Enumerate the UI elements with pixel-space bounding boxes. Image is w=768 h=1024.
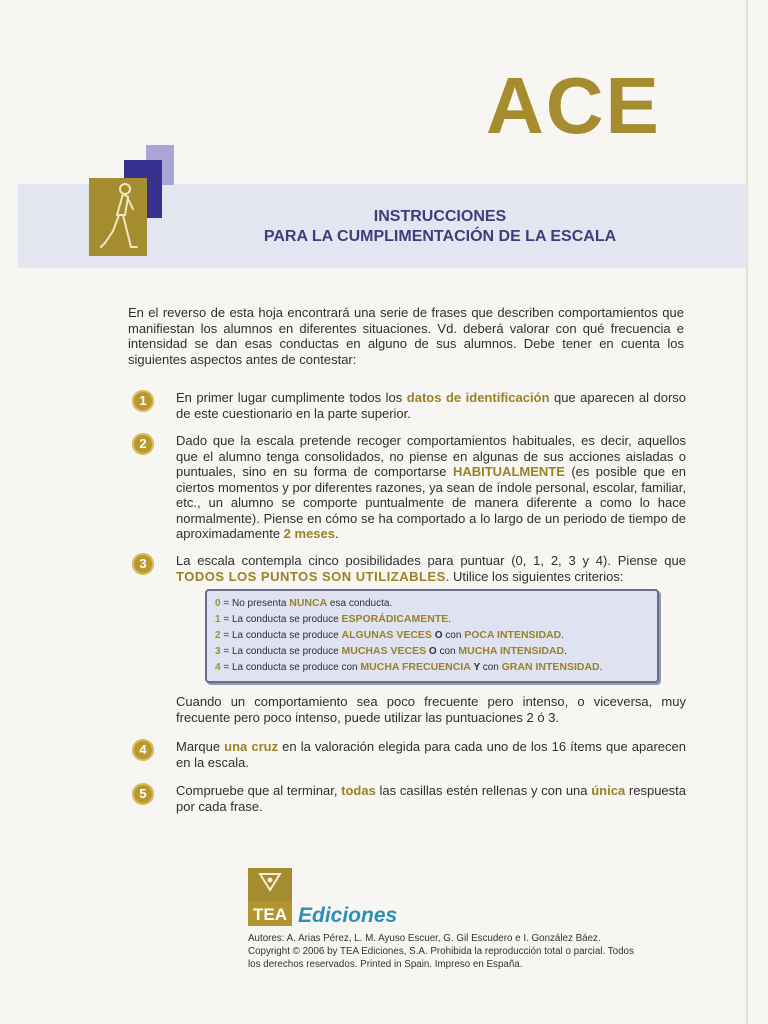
item-text: En primer lugar cumplimente todos los datos de identificación que aparecen al dorso de este cuestionario en la parte superior. xyxy=(176,390,687,421)
instructions-title xyxy=(160,207,720,247)
criteria-row-3: 3 = La conducta se produce MUCHAS VECES O con MUCHA INTENSIDAD. xyxy=(215,645,567,657)
item-number-badge: 3 xyxy=(132,553,154,575)
item-number-badge: 5 xyxy=(132,783,154,805)
page-edge xyxy=(746,0,748,1024)
tea-brand-name: Ediciones xyxy=(298,904,398,927)
item-number-badge: 2 xyxy=(132,433,154,455)
ace-logo-title: ACE xyxy=(486,61,661,150)
item-text: Marque una cruz en la valoración elegida para cada uno de los 16 ítems que aparecen en la escala. xyxy=(176,739,686,770)
title-line-2: PARA LA CUMPLIMENTACIÓN DE LA ESCALA xyxy=(263,228,617,245)
criteria-note: Cuando un comportamiento sea poco frecuente pero intenso, o viceversa, muy frecuente pero poco intenso, puede utilizar las puntuaciones 2 ó 3. xyxy=(176,694,686,725)
criteria-row-1: 1 = La conducta se produce ESPORÁDICAMENTE. xyxy=(215,613,452,625)
item-number-badge: 1 xyxy=(132,390,154,412)
intro-paragraph: En el reverso de esta hoja encontrará una serie de frases que describen comportamientos que manifiestan los alumnos en diferentes situaciones. Vd. deberá valorar con qué frecuencia e intensidad se dan esas conductas en alguno de sus alumnos. Debe tener en cuenta los siguientes aspectos antes de contestar: xyxy=(128,305,684,367)
copyright-line: Copyright © 2006 by TEA Ediciones, S.A. Prohibida la reproducción total o parcial. Todos los derechos reservados. Printed in Spain. Impreso en España. xyxy=(248,946,634,970)
criteria-row-2: 2 = La conducta se produce ALGUNAS VECES O con POCA INTENSIDAD. xyxy=(215,629,565,641)
scoring-criteria-box xyxy=(205,589,659,683)
criteria-row-4: 4 = La conducta se produce con MUCHA FRECUENCIA Y con GRAN INTENSIDAD. xyxy=(215,661,603,673)
credits xyxy=(248,932,648,971)
tea-logo-text: TEA xyxy=(253,905,287,924)
item-text: La escala contempla cinco posibilidades para puntuar (0, 1, 2, 3 y 4). Piense que TODOS LOS PUNTOS SON UTILIZABLES. Utilice los siguientes criterios: xyxy=(176,553,686,584)
criteria-row-0: 0 = No presenta NUNCA esa conducta. xyxy=(215,597,393,609)
item-text: Dado que la escala pretende recoger comportamientos habituales, es decir, aquellos que el alumno tenga consolidados, no piense en algunas de sus acciones aisladas o puntuales, sino en su forma de comportarse HABITUALMENTE (es posible que en ciertos momentos y por diferentes razones, ya sean de índole personal, escolar, familiar, etc., un alumno se comporte puntualmente de manera diferente a como lo hace normalmente). Piense en cómo se ha comportado a lo largo de un periodo de tiempo de aproximadamente 2 meses. xyxy=(176,433,686,541)
item-number-badge: 4 xyxy=(132,739,154,761)
tea-logo xyxy=(248,868,292,926)
title-line-1: INSTRUCCIONES xyxy=(373,208,507,225)
item-text: Compruebe que al terminar, todas las casillas estén rellenas y con una única respuesta por cada frase. xyxy=(176,783,687,814)
authors-line: Autores: A. Arias Pérez, L. M. Ayuso Escuer, G. Gil Escudero e I. González Báez. xyxy=(248,933,601,944)
walking-figure-icon xyxy=(95,181,143,253)
